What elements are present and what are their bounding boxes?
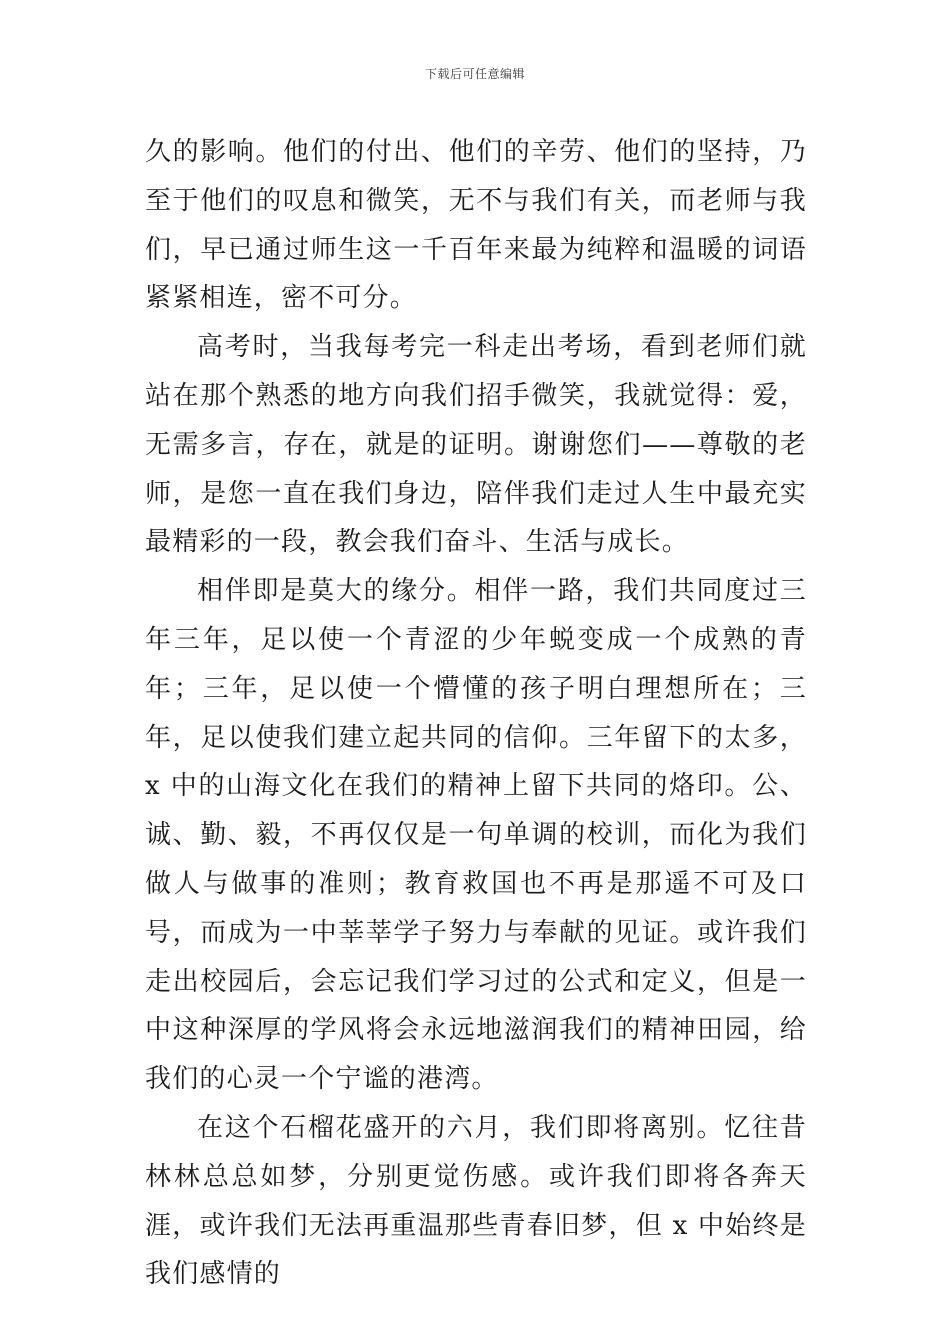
document-body [145, 128, 807, 1299]
paragraph-1: 久的影响。他们的付出、他们的辛劳、他们的坚持，乃至于他们的叹息和微笑，无不与我们有关，而老师与我们，早已通过师生这一千百年来最为纯粹和温暖的词语紧紧相连，密不可分。 [145, 137, 807, 314]
paragraph-2: 高考时，当我每考完一科走出考场，看到老师们就站在那个熟悉的地方向我们招手微笑，我就觉得：爱，无需多言，存在，就是的证明。谢谢您们——尊敬的老师，是您一直在我们身边，陪伴我们走过人生中最充实最精彩的一段，教会我们奋斗、生活与成长。 [145, 332, 807, 558]
paragraph-4: 在这个石榴花盛开的六月，我们即将离别。忆往昔林林总总如梦，分别更觉伤感。或许我们即将各奔天涯，或许我们无法再重温那些青春旧梦，但 x 中始终是我们感情的 [145, 1112, 807, 1290]
paragraph-3: 相伴即是莫大的缘分。相伴一路，我们共同度过三年三年，足以使一个青涩的少年蜕变成一个成熟的青年；三年，足以使一个懵懂的孩子明白理想所在；三年，足以使我们建立起共同的信仰。三年留下的太多，x 中的山海文化在我们的精神上留下共同的烙印。公、诚、勤、毅，不再仅仅是一句单调的校训，而化为我们做人与做事的准则；教育救国也不再是那遥不可及口号，而成为一中莘莘学子努力与奉献的见证。或许我们走出校园后，会忘记我们学习过的公式和定义，但是一中这种深厚的学风将会永远地滋润我们的精神田园，给我们的心灵一个宁谧的港湾。 [145, 576, 807, 1095]
page-header: 下载后可任意编辑 [424, 67, 525, 81]
